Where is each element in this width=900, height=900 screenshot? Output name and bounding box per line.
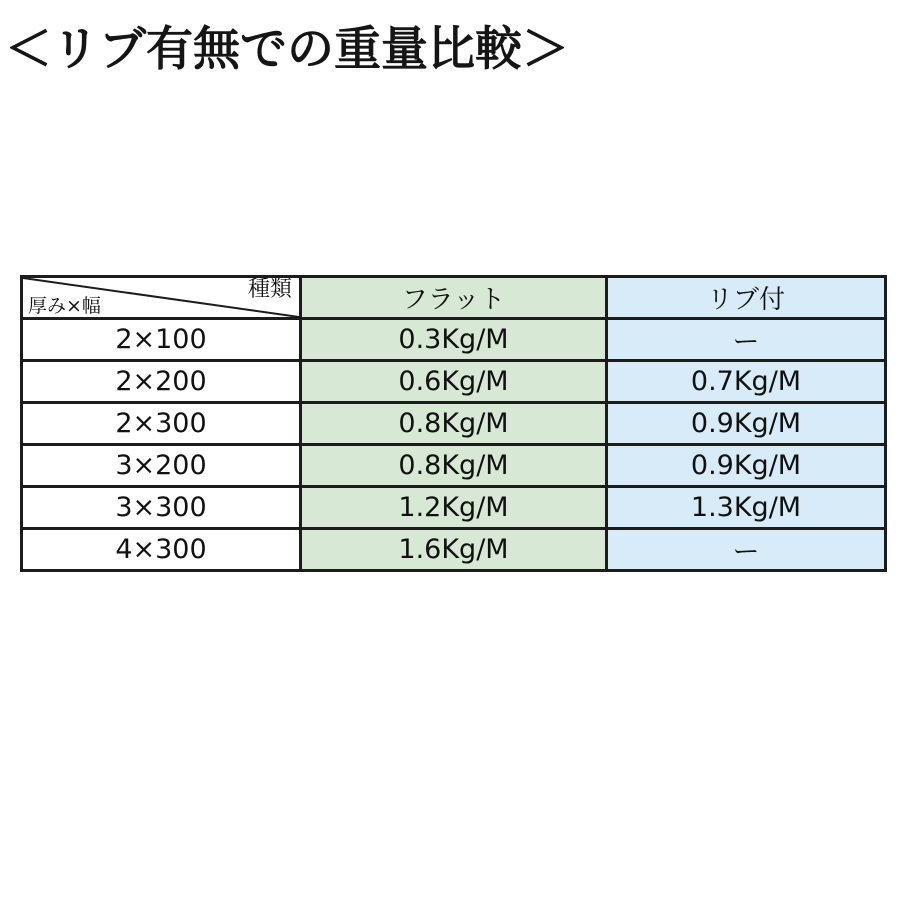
- size-cell: 2×300: [22, 403, 301, 445]
- table-row: [22, 403, 886, 445]
- table-header-row: [22, 277, 886, 319]
- page-title: ＜リブ有無での重量比較＞: [5, 22, 569, 77]
- corner-header-cell: [22, 277, 301, 319]
- column-header-flat: フラット: [301, 277, 607, 319]
- weight-comparison-table: [20, 275, 887, 572]
- column-header-rib: リブ付: [607, 277, 886, 319]
- table-row: [22, 445, 886, 487]
- size-cell: 4×300: [22, 529, 301, 571]
- flat-weight-cell: 0.3Kg/M: [301, 319, 607, 361]
- flat-weight-cell: 1.2Kg/M: [301, 487, 607, 529]
- flat-weight-cell: 0.6Kg/M: [301, 361, 607, 403]
- size-cell: 3×200: [22, 445, 301, 487]
- table-row: [22, 487, 886, 529]
- size-cell: 2×200: [22, 361, 301, 403]
- rib-weight-cell: 0.9Kg/M: [607, 403, 886, 445]
- table-row: [22, 529, 886, 571]
- rib-weight-cell: ー: [607, 529, 886, 571]
- corner-label-type: 種類: [247, 277, 292, 302]
- rib-weight-cell: 0.9Kg/M: [607, 445, 886, 487]
- size-cell: 2×100: [22, 319, 301, 361]
- rib-weight-cell: 1.3Kg/M: [607, 487, 886, 529]
- flat-weight-cell: 0.8Kg/M: [301, 445, 607, 487]
- flat-weight-cell: 1.6Kg/M: [301, 529, 607, 571]
- table-row: [22, 361, 886, 403]
- size-cell: 3×300: [22, 487, 301, 529]
- table-row: [22, 319, 886, 361]
- flat-weight-cell: 0.8Kg/M: [301, 403, 607, 445]
- corner-label-thickness-width: 厚み×幅: [28, 295, 101, 317]
- rib-weight-cell: 0.7Kg/M: [607, 361, 886, 403]
- rib-weight-cell: ー: [607, 319, 886, 361]
